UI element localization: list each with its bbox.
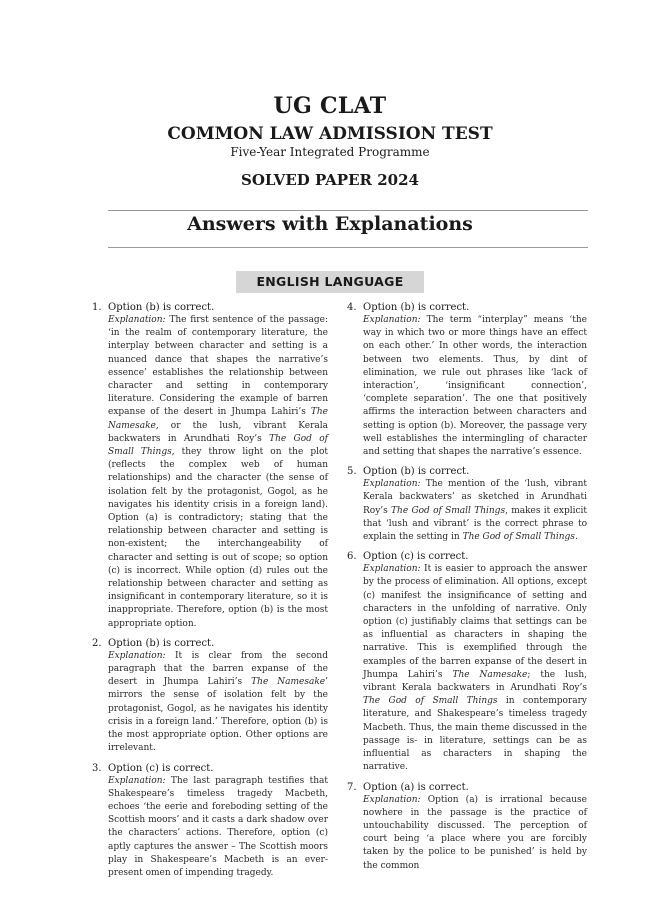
book-title: The God of Small Things <box>391 505 506 516</box>
explanation-text: It is easier to approach the answer by the process of elimination. All options, except (c) manifest the insignificance of setting and characters in the unfolding of narrative. Only option (c) justifiably claims that settings can be as influential as characters in shaping the narrative. This is exemplified through the examples of the barren expanse of the desert in Jhumpa Lahiri’s <box>363 564 587 680</box>
answer-explanation <box>363 314 587 459</box>
explanation-text: It is clear from the second paragraph that the barren expanse of the desert in Jhumpa Lahiri’s <box>108 650 328 688</box>
header-programme: Five-Year Integrated Programme <box>230 145 430 159</box>
book-title: The Namesake <box>452 669 528 680</box>
answer-item <box>347 301 587 459</box>
section-badge: ENGLISH LANGUAGE <box>236 271 424 293</box>
explanation-text: in contemporary literature, and Shakespeare’s timeless tragedy Macbeth. Thus, the main theme discussed in the passage is- in literature, settings can be as influential as characters in shaping the narrative. <box>363 696 587 773</box>
answer-item <box>92 762 328 881</box>
explanation-label: Explanation: <box>108 650 175 661</box>
answer-explanation <box>108 650 328 756</box>
answer-number: 6. <box>347 551 357 563</box>
explanation-label: Explanation: <box>108 775 171 786</box>
explanation-text: The term “interplay” means ‘the way in which two or more things have an effect on each other.’ In other words, the interaction between two elements. Thus, by dint of elimination, we rule out phrases like ‘lack of interaction’, ‘insignificant connection’, ‘complete separation’. The one that positively affirms the interaction between characters and setting is option (b). Moreover, the passage very well establishes the intermingling of character and setting that shapes the narrative’s essence. <box>363 315 587 458</box>
explanation-text: Option (a) is irrational because nowhere in the passage is the practice of untouchability discussed. The perception of court being ‘a place where you are forcibly taken by the police to be punished’ is held by the common <box>363 794 588 871</box>
book-title: The Namesake <box>108 407 328 431</box>
explanation-text: ; the lush, vibrant Kerala backwaters in Arundhati Roy’s <box>363 669 587 694</box>
answer-option: Option (a) is correct. <box>363 781 469 793</box>
book-title: The God of Small Things <box>462 532 575 543</box>
explanation-label: Explanation: <box>363 315 427 325</box>
explanation-text: , they throw light on the plot (reflects the complex web of human relationships) and the character (the sense of isolation felt by the protagonist, Gogol, as he navigates his identity crisis in a foreign land). Option (a) is contradictory; stating that the relationship between character and setting is non-existent; the interchangeability of character and setting is out of scope; so option (c) is incorrect. While option (d) rules out the relationship between character and setting as insignificant in contemporary literature, so it is inappropriate. Therefore, option (b) is the most appropriate option. <box>108 447 328 629</box>
answer-item <box>92 301 328 631</box>
explanation-text: The first sentence of the passage: ‘in the realm of contemporary literature, the interplay between character and setting is a nuanced dance that shapes the narrative’s essence’ establishes the relationship between character and setting in contemporary literature. Considering the example of barren expanse of the desert in Jhumpa Lahiri’s <box>108 315 329 418</box>
explanation-label: Explanation: <box>363 479 426 490</box>
answer-number: 3. <box>92 762 102 774</box>
answer-item <box>92 637 328 756</box>
answer-option: Option (b) is correct. <box>363 466 470 478</box>
answer-number: 2. <box>92 637 102 649</box>
column-left <box>92 301 328 886</box>
explanation-text: ’ mirrors the sense of isolation felt by the protagonist, Gogol, as he navigates his identity crisis in a foreign land.’ Therefore, option (b) is the most appropriate option. Other options are irrelevant. <box>108 677 328 754</box>
answer-explanation <box>363 478 587 544</box>
column-right <box>347 301 587 879</box>
answer-option: Option (b) is correct. <box>363 302 470 313</box>
explanation-text: , makes it explicit that ‘lush and vibrant’ is the correct phrase to explain the setting in <box>363 505 587 543</box>
answer-number: 1. <box>92 302 102 313</box>
explanation-text: . <box>574 532 578 543</box>
book-title: The Namesake <box>251 677 326 688</box>
answer-option: Option (b) is correct. <box>108 637 215 649</box>
explanation-label: Explanation: <box>363 794 428 805</box>
answer-number: 5. <box>347 466 357 478</box>
answer-explanation <box>108 314 328 631</box>
book-title: The God of Small Things <box>363 696 498 707</box>
answer-number: 4. <box>347 302 357 313</box>
answer-explanation <box>363 563 587 774</box>
answer-option: Option (c) is correct. <box>108 762 214 774</box>
page-heading: Answers with Explanations <box>187 213 473 235</box>
header-subtitle: COMMON LAW ADMISSION TEST <box>167 124 493 144</box>
answer-item <box>347 550 587 774</box>
explanation-text: The last paragraph testifies that Shakespeare’s timeless tragedy Macbeth, echoes ‘the eerie and foreboding setting of the Scottish moors’ and it casts a dark shadow over the characters’ actions. Therefore, option (c) aptly captures the answer – The Scottish moors play in Shakespeare’s Macbeth is an ever-present omen of impending tragedy. <box>108 775 328 878</box>
header-title: UG CLAT <box>273 93 387 119</box>
explanation-text: , or the lush, vibrant Kerala backwaters in Arundhati Roy’s <box>108 420 328 444</box>
explanation-label: Explanation: <box>108 315 170 325</box>
header-paper: SOLVED PAPER 2024 <box>241 171 419 189</box>
explanation-text: The mention of the ‘lush, vibrant Kerala backwaters’ as sketched in Arundhati Roy’s <box>363 479 587 516</box>
answer-explanation <box>108 775 328 881</box>
answer-item <box>347 465 587 544</box>
answer-option: Option (b) is correct. <box>108 302 215 313</box>
book-title: The God of Small Things <box>108 433 329 458</box>
answer-option: Option (c) is correct. <box>363 551 469 563</box>
divider-top <box>108 210 588 211</box>
answer-number: 7. <box>347 781 357 793</box>
answer-item <box>347 781 587 873</box>
explanation-label: Explanation: <box>363 564 425 575</box>
answer-explanation <box>363 794 587 873</box>
divider-bottom <box>108 247 588 248</box>
